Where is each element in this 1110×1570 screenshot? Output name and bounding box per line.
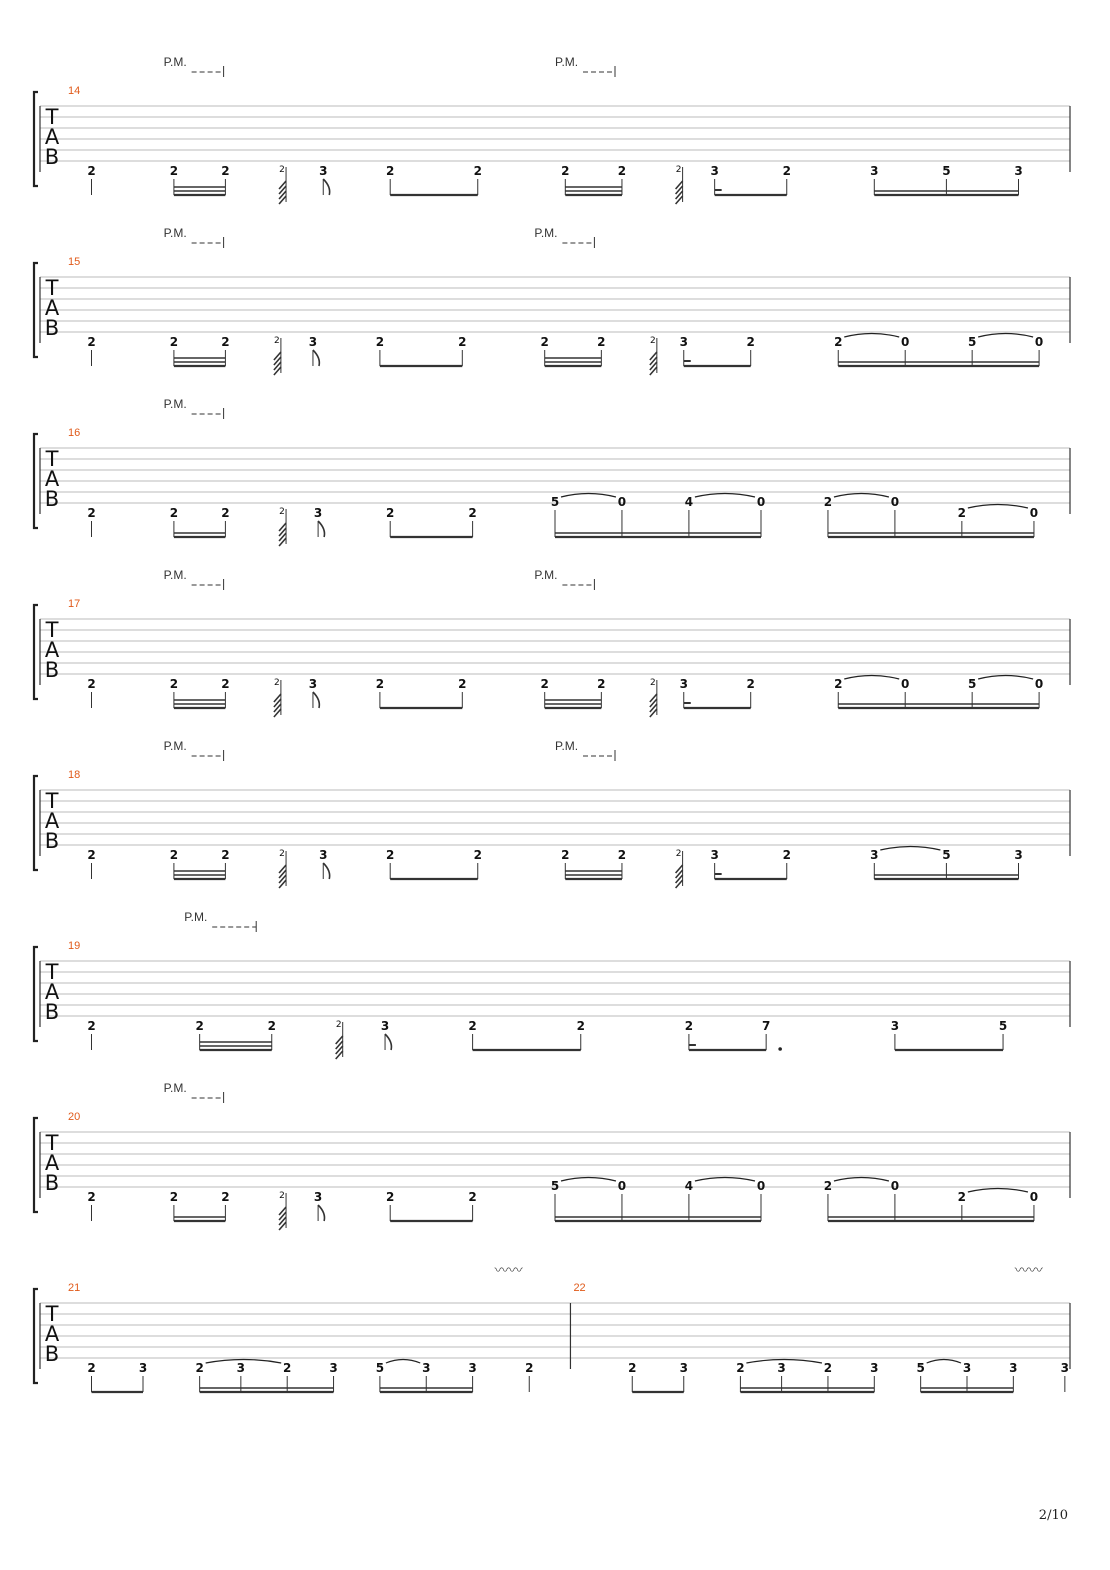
fret-number: 2	[87, 1019, 96, 1033]
grace-note-fret: 2	[675, 165, 682, 175]
fret-number: 0	[1029, 1190, 1039, 1204]
dot-mark	[778, 1047, 782, 1051]
tab-clef-letter: B	[44, 658, 60, 682]
fret-number: 0	[901, 335, 910, 349]
measure-number: 18	[68, 769, 81, 781]
fret-number: 2	[525, 1361, 534, 1375]
fret-number: 5	[998, 1019, 1008, 1033]
tab-clef-letter: B	[44, 487, 60, 511]
fret-number: 3	[1009, 1361, 1018, 1375]
measure-number: 20	[68, 1111, 81, 1123]
fret-number: 0	[617, 495, 627, 509]
tie-arc	[834, 1178, 889, 1182]
tab-clef-letter: T	[45, 105, 59, 129]
fret-number: 2	[597, 677, 606, 691]
fret-number: 5	[375, 1361, 385, 1375]
tie-arc	[978, 676, 1033, 680]
measure-number: 15	[68, 256, 81, 268]
tab-clef-letter: B	[44, 1342, 60, 1366]
fret-number: 3	[319, 164, 328, 178]
tab-clef-letter: B	[44, 1000, 60, 1024]
fret-number: 3	[1014, 848, 1023, 862]
fret-number: 2	[597, 335, 606, 349]
fret-number: 0	[1029, 506, 1039, 520]
note-flag	[323, 863, 329, 879]
fret-number: 3	[468, 1361, 477, 1375]
fret-number: 2	[87, 506, 96, 520]
fret-number: 2	[834, 335, 843, 349]
tab-clef-letter: A	[44, 125, 60, 149]
tab-clef-letter: T	[45, 276, 59, 300]
measure-number: 21	[68, 1282, 81, 1294]
fret-number: 2	[540, 335, 549, 349]
fret-number: 2	[195, 1019, 204, 1033]
fret-number: 2	[576, 1019, 585, 1033]
grace-note-fret: 2	[274, 336, 280, 346]
fret-number: 2	[169, 677, 179, 691]
fret-number: 5	[967, 335, 977, 349]
tab-clef-letter: B	[44, 316, 60, 340]
grace-note-fret: 2	[335, 1020, 342, 1030]
grace-note-fret: 2	[279, 849, 285, 859]
fret-number: 2	[823, 1361, 833, 1375]
fret-number: 2	[823, 495, 833, 509]
fret-number: 2	[746, 677, 755, 691]
fret-number: 2	[221, 335, 230, 349]
tab-clef-letter: T	[45, 1302, 59, 1326]
fret-number: 3	[313, 506, 323, 520]
fret-number: 5	[942, 164, 951, 178]
tab-clef-letter: A	[44, 467, 60, 491]
note-flag	[323, 179, 329, 195]
fret-number: 2	[628, 1361, 637, 1375]
measure-number: 17	[68, 598, 81, 610]
fret-number: 0	[890, 495, 900, 509]
fret-number: 2	[87, 677, 96, 691]
tie-arc	[386, 1360, 420, 1364]
fret-number: 3	[679, 677, 688, 691]
tie-arc	[844, 334, 899, 338]
fret-number: 3	[380, 1019, 390, 1033]
grace-note-fret: 2	[649, 678, 656, 688]
fret-number: 2	[468, 506, 477, 520]
fret-number: 3	[710, 848, 719, 862]
fret-number: 3	[329, 1361, 338, 1375]
fret-number: 2	[87, 164, 96, 178]
fret-number: 2	[87, 1190, 96, 1204]
grace-note-fret: 2	[279, 507, 285, 517]
fret-number: 2	[617, 848, 627, 862]
fret-number: 2	[169, 164, 179, 178]
fret-number: 2	[221, 506, 230, 520]
grace-note-fret: 2	[279, 1191, 285, 1201]
tab-clef-letter: B	[44, 145, 60, 169]
fret-number: 3	[962, 1361, 972, 1375]
tab-clef-letter: A	[44, 1151, 60, 1175]
fret-number: 2	[834, 677, 843, 691]
fret-number: 2	[87, 1361, 96, 1375]
tie-arc	[927, 1360, 961, 1364]
fret-number: 2	[87, 848, 96, 862]
fret-number: 4	[684, 1179, 694, 1193]
fret-number: 0	[890, 1179, 900, 1193]
fret-number: 0	[901, 677, 910, 691]
fret-number: 2	[386, 506, 395, 520]
tab-clef-letter: T	[45, 1131, 59, 1155]
fret-number: 3	[679, 1361, 688, 1375]
fret-number: 0	[756, 495, 766, 509]
fret-number: 5	[550, 1179, 560, 1193]
fret-number: 2	[169, 335, 179, 349]
note-flag	[313, 350, 319, 366]
palm-mute-label: P.M.	[163, 226, 187, 240]
fret-number: 2	[221, 1190, 230, 1204]
fret-number: 0	[1034, 335, 1044, 349]
fret-number: 7	[761, 1019, 771, 1033]
fret-number: 2	[617, 164, 627, 178]
fret-number: 3	[890, 1019, 900, 1033]
fret-number: 2	[684, 1019, 694, 1033]
page-number: 2/10	[1038, 1508, 1068, 1523]
fret-number: 4	[684, 495, 694, 509]
fret-number: 2	[221, 164, 230, 178]
palm-mute-label: P.M.	[534, 568, 558, 582]
fret-number: 3	[710, 164, 719, 178]
fret-number: 3	[870, 1361, 879, 1375]
fret-number: 2	[169, 1190, 179, 1204]
tie-arc	[695, 494, 755, 498]
tie-arc	[695, 1178, 755, 1182]
tab-clef-letter: A	[44, 809, 60, 833]
tie-arc	[834, 494, 889, 498]
fret-number: 3	[1014, 164, 1023, 178]
fret-number: 2	[375, 335, 385, 349]
fret-number: 2	[386, 1190, 395, 1204]
fret-number: 2	[540, 677, 549, 691]
palm-mute-label: P.M.	[534, 226, 558, 240]
system-bracket	[34, 605, 38, 699]
tab-clef-letter: A	[44, 1322, 60, 1346]
fret-number: 2	[561, 164, 570, 178]
fret-number: 5	[916, 1361, 925, 1375]
fret-number: 3	[1060, 1361, 1070, 1375]
system-bracket	[34, 776, 38, 870]
fret-number: 2	[823, 1179, 833, 1193]
system-bracket	[34, 434, 38, 528]
vibrato-mark: 〰〰	[494, 1263, 523, 1279]
measure-number: 22	[573, 1282, 586, 1294]
palm-mute-label: P.M.	[163, 55, 187, 69]
note-flag	[318, 1205, 324, 1221]
fret-number: 2	[221, 848, 230, 862]
fret-number: 3	[870, 164, 879, 178]
grace-note-fret: 2	[279, 165, 285, 175]
fret-number: 5	[942, 848, 951, 862]
fret-number: 2	[957, 506, 967, 520]
system-bracket	[34, 263, 38, 357]
fret-number: 3	[313, 1190, 323, 1204]
fret-number: 3	[870, 848, 879, 862]
fret-number: 3	[138, 1361, 148, 1375]
tie-arc	[978, 334, 1033, 338]
palm-mute-label: P.M.	[163, 568, 187, 582]
fret-number: 5	[967, 677, 977, 691]
fret-number: 2	[782, 164, 791, 178]
fret-number: 0	[756, 1179, 766, 1193]
fret-number: 5	[550, 495, 560, 509]
system-bracket	[34, 1118, 38, 1212]
fret-number: 3	[308, 335, 318, 349]
tab-clef-letter: B	[44, 1171, 60, 1195]
fret-number: 2	[473, 848, 482, 862]
fret-number: 2	[195, 1361, 204, 1375]
palm-mute-label: P.M.	[163, 397, 187, 411]
tie-arc	[844, 676, 899, 680]
tab-clef-letter: B	[44, 829, 60, 853]
measure-number: 19	[68, 940, 81, 952]
note-flag	[385, 1034, 391, 1050]
tie-arc	[880, 847, 940, 851]
palm-mute-label: P.M.	[555, 55, 579, 69]
tie-arc	[561, 494, 616, 498]
fret-number: 3	[236, 1361, 246, 1375]
fret-number: 2	[782, 848, 791, 862]
fret-number: 2	[736, 1361, 745, 1375]
fret-number: 2	[283, 1361, 292, 1375]
tab-clef-letter: T	[45, 618, 59, 642]
grace-note-fret: 2	[274, 678, 280, 688]
fret-number: 3	[679, 335, 688, 349]
tie-arc	[968, 1189, 1028, 1193]
fret-number: 3	[308, 677, 318, 691]
fret-number: 2	[169, 848, 179, 862]
grace-note-fret: 2	[649, 336, 656, 346]
tab-clef-letter: A	[44, 296, 60, 320]
fret-number: 3	[422, 1361, 431, 1375]
fret-number: 0	[617, 1179, 627, 1193]
fret-number: 2	[375, 677, 385, 691]
fret-number: 2	[561, 848, 570, 862]
vibrato-mark: 〰〰	[1014, 1263, 1043, 1279]
fret-number: 2	[468, 1190, 477, 1204]
note-flag	[318, 521, 324, 537]
tab-clef-letter: T	[45, 960, 59, 984]
fret-number: 2	[386, 164, 395, 178]
tab-clef-letter: A	[44, 980, 60, 1004]
measure-number: 14	[68, 85, 81, 97]
fret-number: 3	[777, 1361, 786, 1375]
tab-clef-letter: T	[45, 789, 59, 813]
palm-mute-label: P.M.	[184, 910, 208, 924]
fret-number: 2	[473, 164, 482, 178]
tie-arc	[968, 505, 1028, 509]
system-bracket	[34, 1289, 38, 1383]
fret-number: 2	[386, 848, 395, 862]
fret-number: 2	[468, 1019, 477, 1033]
fret-number: 2	[169, 506, 179, 520]
fret-number: 2	[267, 1019, 276, 1033]
tab-clef-letter: T	[45, 447, 59, 471]
palm-mute-label: P.M.	[163, 1081, 187, 1095]
tie-arc	[561, 1178, 616, 1182]
fret-number: 2	[221, 677, 230, 691]
tab-clef-letter: A	[44, 638, 60, 662]
fret-number: 2	[87, 335, 96, 349]
fret-number: 3	[319, 848, 328, 862]
system-bracket	[34, 947, 38, 1041]
system-bracket	[34, 92, 38, 186]
grace-note-fret: 2	[675, 849, 682, 859]
palm-mute-label: P.M.	[163, 739, 187, 753]
fret-number: 0	[1034, 677, 1044, 691]
fret-number: 2	[746, 335, 755, 349]
fret-number: 2	[957, 1190, 967, 1204]
measure-number: 16	[68, 427, 81, 439]
fret-number: 2	[458, 677, 467, 691]
note-flag	[313, 692, 319, 708]
fret-number: 2	[458, 335, 467, 349]
palm-mute-label: P.M.	[555, 739, 579, 753]
